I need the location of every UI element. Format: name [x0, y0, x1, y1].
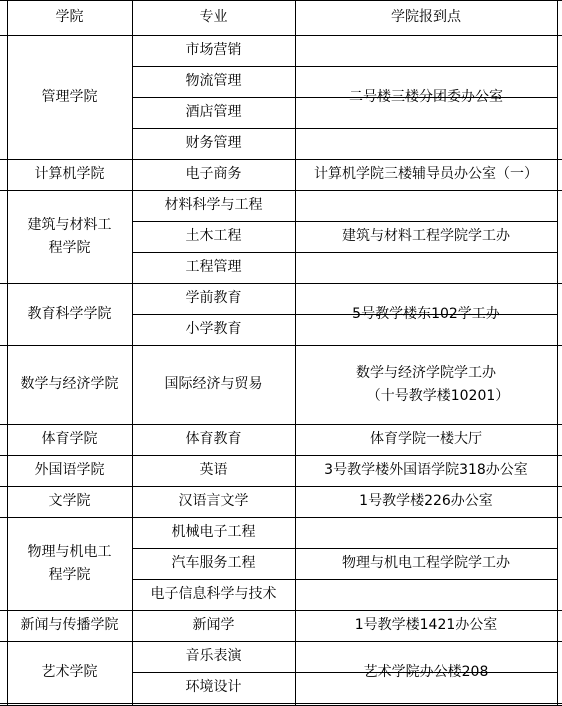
table-rule — [0, 35, 562, 36]
report-location-line: 物理与机电工程学院学工办 — [342, 555, 510, 571]
report-location — [295, 424, 557, 455]
table-rule — [132, 0, 133, 706]
table-rule — [0, 703, 562, 704]
major-name: 体育教育 — [185, 431, 242, 447]
report-location — [295, 159, 557, 190]
report-location-line: 3号教学楼外国语学院318办公室 — [324, 462, 528, 478]
report-location — [295, 610, 557, 641]
report-location — [295, 641, 557, 703]
major-name: 汉语言文学 — [178, 493, 249, 509]
report-location-line: 体育学院一楼大厅 — [370, 431, 482, 447]
major-name: 新闻学 — [192, 617, 235, 633]
report-location-line: 1号教学楼226办公室 — [359, 493, 493, 509]
major-name: 财务管理 — [185, 135, 242, 151]
table-rule — [557, 0, 558, 706]
college-name: 体育学院 — [41, 431, 98, 447]
major-name: 电子商务 — [185, 166, 242, 182]
report-location-line: 二号楼三楼分团委办公室 — [349, 88, 503, 105]
major-name: 国际经济与贸易 — [164, 376, 263, 392]
report-location-line: 数学与经济学院学工办 — [356, 364, 496, 381]
header-college: 学院 — [55, 9, 84, 25]
college-name: 外国语学院 — [34, 462, 105, 478]
major-name: 汽车服务工程 — [171, 555, 256, 571]
report-location — [295, 455, 557, 486]
report-location-line: 5号教学楼东102学工办 — [352, 305, 500, 322]
major-name: 小学教育 — [185, 321, 242, 337]
major-name: 土木工程 — [185, 228, 242, 244]
report-location-line: 1号教学楼1421办公室 — [354, 617, 498, 633]
college-name: 教育科学学院 — [27, 305, 112, 322]
major-name: 英语 — [199, 462, 228, 478]
major-name: 酒店管理 — [185, 104, 242, 120]
college-name: 建筑与材料工程学院 — [27, 216, 112, 256]
report-location — [295, 345, 557, 424]
college-name: 数学与经济学院 — [20, 376, 119, 392]
college-name: 文学院 — [48, 493, 91, 509]
college-name: 管理学院 — [41, 88, 98, 105]
major-name: 音乐表演 — [185, 648, 242, 664]
college-name: 新闻与传播学院 — [20, 617, 119, 633]
header-major: 专业 — [199, 9, 228, 25]
report-location — [295, 35, 557, 159]
report-location — [295, 517, 557, 610]
report-location-line: 艺术学院办公楼208 — [363, 663, 489, 680]
report-location — [295, 486, 557, 517]
major-name: 工程管理 — [185, 259, 242, 275]
header-location: 学院报到点 — [391, 9, 461, 25]
report-location-line: 建筑与材料工程学院学工办 — [342, 228, 510, 244]
report-location-line: 计算机学院三楼辅导员办公室（一） — [314, 166, 538, 182]
major-name: 电子信息科学与技术 — [150, 586, 277, 602]
report-location-line: （十号教学楼10201） — [366, 387, 510, 404]
major-name: 机械电子工程 — [171, 524, 256, 540]
report-location — [295, 283, 557, 345]
major-name: 材料科学与工程 — [164, 197, 263, 213]
major-name: 市场营销 — [185, 42, 242, 58]
major-name: 物流管理 — [185, 73, 242, 89]
table-rule — [7, 0, 8, 706]
major-name: 环境设计 — [185, 679, 242, 695]
college-name: 物理与机电工程学院 — [27, 543, 112, 583]
report-location — [295, 190, 557, 283]
college-name: 艺术学院 — [41, 663, 98, 680]
major-name: 学前教育 — [185, 290, 242, 306]
table-rule — [295, 0, 296, 706]
college-name: 计算机学院 — [34, 166, 105, 182]
table-rule — [0, 0, 562, 1]
